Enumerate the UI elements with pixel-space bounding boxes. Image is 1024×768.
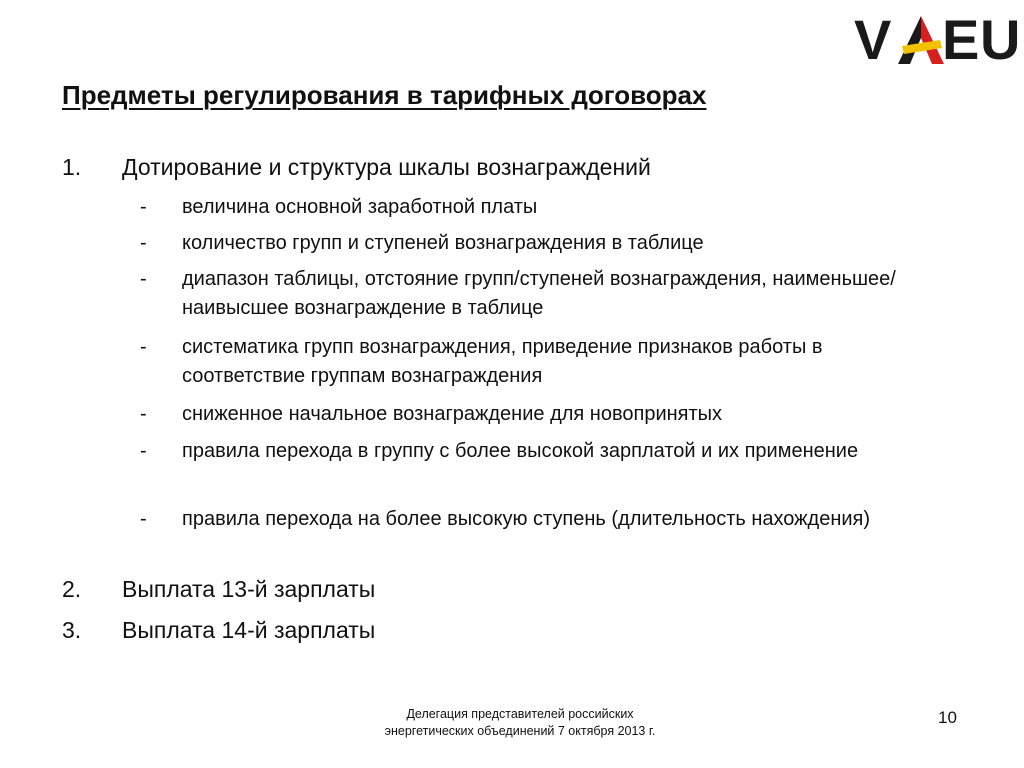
logo-letter-u: U (980, 8, 1021, 71)
item-text: Дотирование и структура шкалы вознаграждений (122, 154, 651, 180)
logo-a-mark (898, 16, 944, 64)
item-number: 2. (62, 576, 82, 602)
vaeu-logo (852, 8, 1022, 71)
sub-item-text: величина основной заработной платы (182, 196, 538, 218)
item-text: Выплата 13-й зарплаты (122, 576, 376, 602)
bullet-dash: - (140, 336, 147, 358)
footer-line-1: Делегация представителей российских (406, 707, 634, 721)
item-number: 1. (62, 154, 82, 180)
slide-footer (320, 706, 720, 740)
bullet-dash: - (140, 196, 147, 218)
logo-letter-e: E (942, 8, 980, 71)
bullet-dash: - (140, 268, 147, 290)
bullet-dash: - (140, 508, 147, 530)
sub-item-text: диапазон таблицы, отстояние групп/ступеней вознаграждения, наименьшее/наивысшее вознаграждение в таблице (182, 268, 896, 319)
sub-item-text: правила перехода в группу с более высокой зарплатой и их применение (182, 440, 859, 462)
sub-item-text: сниженное начальное вознаграждение для новопринятых (182, 403, 723, 425)
sub-item-text: систематика групп вознаграждения, приведение признаков работы в соответствие группам вознаграждения (182, 336, 823, 387)
item-number: 3. (62, 617, 82, 643)
bullet-dash: - (140, 440, 147, 462)
logo-letter-v: V (854, 8, 892, 71)
bullet-dash: - (140, 232, 147, 254)
footer-line-2: энергетических объединений 7 октября 2013 г. (384, 724, 656, 738)
page-number: 10 (938, 708, 957, 727)
slide-title: Предметы регулирования в тарифных договорах (62, 80, 707, 110)
sub-item-text: количество групп и ступеней вознаграждения в таблице (182, 232, 704, 254)
sub-item-text: правила перехода на более высокую ступень (длительность нахождения) (182, 508, 871, 530)
item-text: Выплата 14-й зарплаты (122, 617, 376, 643)
bullet-dash: - (140, 403, 147, 425)
